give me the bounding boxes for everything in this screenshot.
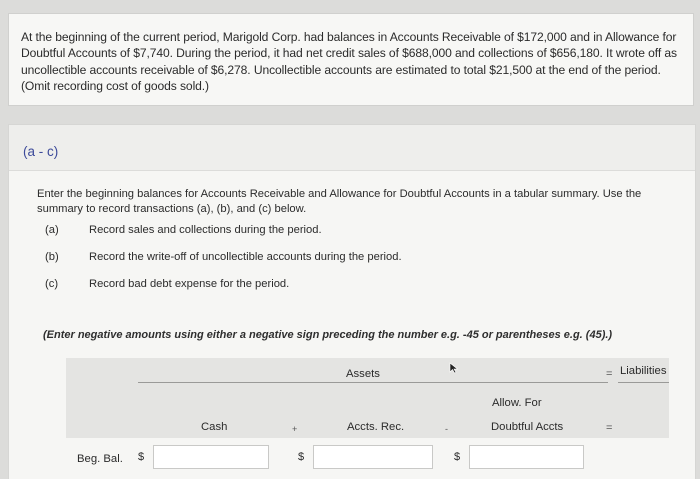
equals-sign: = xyxy=(606,368,613,380)
part-header xyxy=(9,125,695,171)
liabilities-rule xyxy=(618,382,669,383)
task-text: Record bad debt expense for the period. xyxy=(89,278,290,290)
entry-note: (Enter negative amounts using either a negative sign preceding the number e.g. -45 or parentheses e.g. (45).) xyxy=(43,329,613,341)
currency-symbol: $ xyxy=(298,451,305,463)
instructions-text: Enter the beginning balances for Accounts Receivable and Allowance for Doubtful Accounts in a tabular summary. Use the summary to record transactions (a), (b), and (c) below. xyxy=(37,188,642,215)
question-panel xyxy=(8,124,696,479)
minus-sign: - xyxy=(445,424,448,434)
task-key: (c) xyxy=(45,278,59,290)
currency-symbol: $ xyxy=(138,451,145,463)
accts-rec-header: Accts. Rec. xyxy=(347,421,405,433)
cash-header: Cash xyxy=(201,421,228,433)
tabular-summary-header xyxy=(66,358,669,438)
mouse-pointer-icon xyxy=(449,362,459,374)
accts-rec-beginning-input[interactable] xyxy=(313,445,433,469)
beginning-balance-label: Beg. Bal. xyxy=(77,453,123,465)
problem-text: At the beginning of the current period, Marigold Corp. had balances in Accounts Receivable of $172,000 and in Allowance for Doubtful Accounts of $7,740. During the period, it had net credit sales of $688,000 and collections of $656,180. It wrote off as uncollectible accounts receivable of $6,278. Uncollectible accounts are estimated to total $21,500 at the end of the period. (Omit recording cost of goods sold.) xyxy=(21,30,677,94)
cash-beginning-input[interactable] xyxy=(153,445,269,469)
task-key: (b) xyxy=(45,251,59,263)
problem-statement xyxy=(8,13,694,106)
assets-rule xyxy=(138,382,608,383)
allowance-header-line1: Allow. For xyxy=(492,397,542,409)
assets-header: Assets xyxy=(346,368,380,380)
allowance-header-line2: Doubtful Accts xyxy=(491,421,564,433)
liabilities-header: Liabilities xyxy=(620,365,667,377)
equals-sign: = xyxy=(606,422,613,434)
allowance-beginning-input[interactable] xyxy=(469,445,584,469)
part-title: (a - c) xyxy=(23,144,59,159)
task-text: Record sales and collections during the period. xyxy=(89,224,322,236)
currency-symbol: $ xyxy=(454,451,461,463)
plus-sign: + xyxy=(292,424,298,434)
task-key: (a) xyxy=(45,224,59,236)
task-text: Record the write-off of uncollectible accounts during the period. xyxy=(89,251,402,263)
